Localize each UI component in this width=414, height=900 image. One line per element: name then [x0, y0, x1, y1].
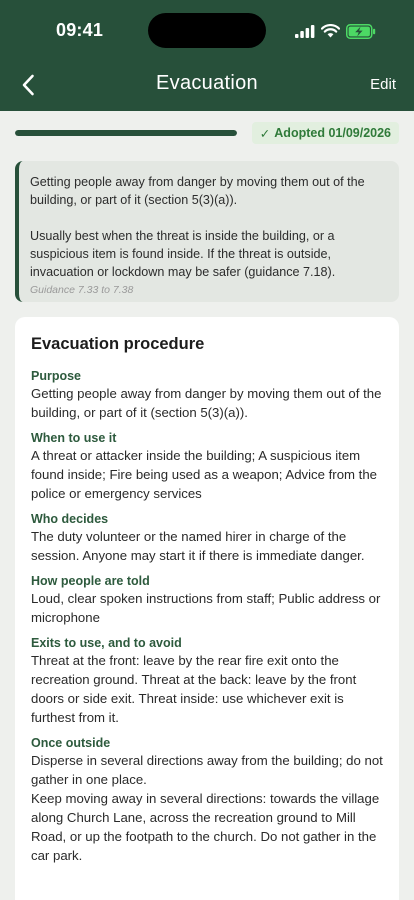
section-label: Purpose [31, 369, 82, 383]
status-bar [0, 0, 414, 60]
section-body: Disperse in several directions away from the building; do not gather in one place. [31, 753, 383, 787]
section-label: How people are told [31, 574, 150, 588]
adoption-status-row [15, 122, 399, 144]
procedure-section-when-to-use [31, 430, 383, 503]
wifi-icon [321, 24, 340, 38]
section-label: Who decides [31, 512, 109, 526]
procedure-section-how-told [31, 573, 383, 627]
guidance-reference: Guidance 7.33 to 7.38 [30, 284, 134, 296]
summary-paragraph: Usually best when the threat is inside the building, or a suspicious item is found inside. If the threat is outside, invacuation or lockdown may be safer (guidance 7.18). [30, 229, 336, 279]
procedure-section-once-outside [31, 735, 383, 865]
page-title: Evacuation [156, 72, 258, 94]
procedure-section-who-decides [31, 511, 383, 565]
summary-paragraph: Getting people away from danger by moving them out of the building, or part of it (section 5(3)(a)). [30, 175, 365, 207]
edit-button[interactable]: Edit [370, 76, 396, 93]
section-body: Keep moving away in several directions: towards the village along Church Lane, across the recreation ground to Mill Road, or up the footpath to the church. Do not gather in the car park. [31, 791, 380, 863]
section-label: Exits to use, and to avoid [31, 636, 182, 650]
section-body: Getting people away from danger by moving them out of the building, or part of it (section 5(3)(a)). [31, 386, 382, 420]
adopted-badge-label: Adopted 01/09/2026 [274, 126, 391, 140]
adopted-badge [252, 122, 399, 144]
section-body: The duty volunteer or the named hirer in charge of the session. Anyone may start it if there is immediate danger. [31, 529, 365, 563]
section-label: When to use it [31, 431, 117, 445]
procedure-section-purpose [31, 368, 383, 422]
procedure-section-exits [31, 635, 383, 727]
status-time: 09:41 [56, 20, 104, 40]
procedure-card [15, 317, 399, 900]
progress-bar [15, 130, 237, 136]
dynamic-island [148, 13, 266, 48]
battery-charging-icon [346, 24, 376, 39]
summary-card [15, 161, 399, 302]
procedure-title: Evacuation procedure [31, 335, 205, 353]
status-icons [295, 22, 376, 40]
section-body: Loud, clear spoken instructions from staff; Public address or microphone [31, 591, 381, 625]
section-body: A threat or attacker inside the building; A suspicious item found inside; Fire being used as a weapon; Advice from the police or emergency services [31, 448, 378, 501]
section-label: Once outside [31, 736, 111, 750]
app-header [0, 0, 414, 111]
section-body: Threat at the front: leave by the rear fire exit onto the recreation ground. Threat at the back: leave by the front doors or side exit. Threat inside: use whichever exit is furthest from it. [31, 653, 357, 725]
check-icon: ✓ [259, 126, 271, 141]
cellular-signal-icon [295, 25, 315, 38]
progress-bar-fill [15, 130, 237, 136]
